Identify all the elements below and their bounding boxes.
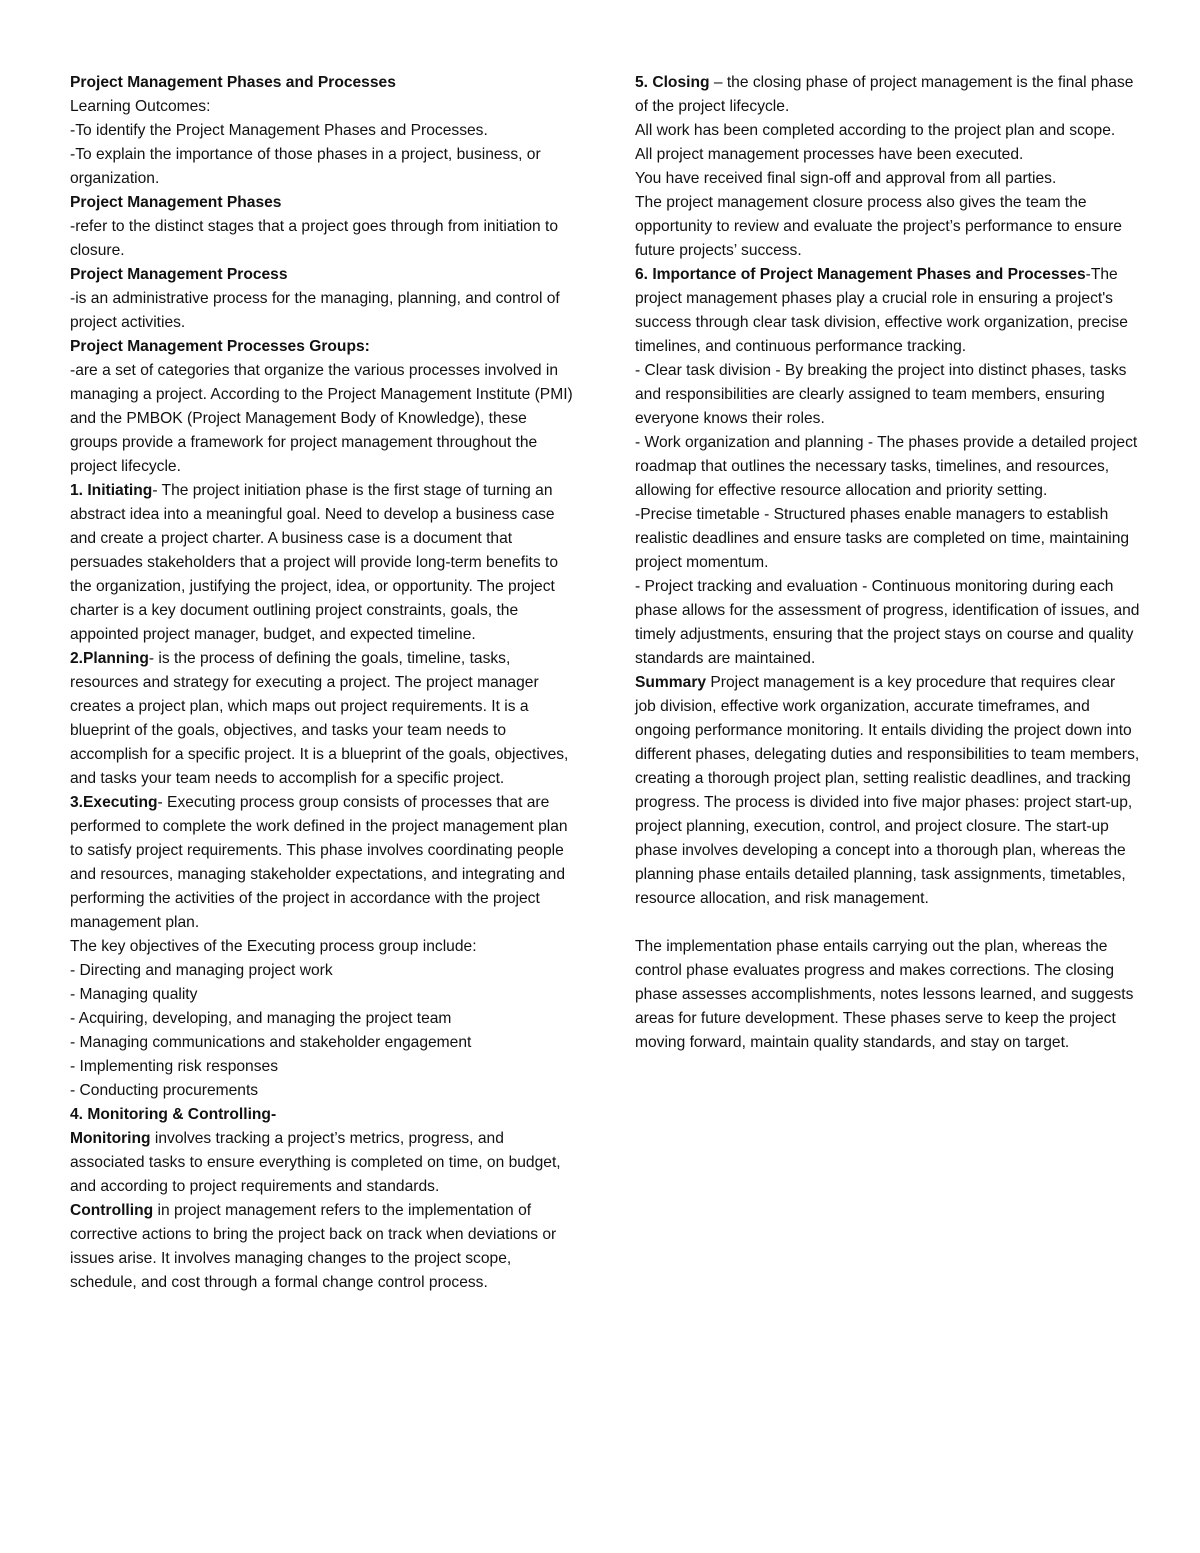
closing-line: You have received final sign-off and approval from all parties. xyxy=(635,170,1057,187)
paragraph-gap xyxy=(635,911,1140,935)
summary-label: Summary xyxy=(635,674,707,691)
planning-text: - is the process of defining the goals, timeline, tasks, resources and strategy for executing a project. The project manager creates a project plan, which maps out project requirements. It is a blueprint of the goals, objectives, and tasks your team needs to accomplish for a specific project. It is a blueprint of the goals, objectives, and tasks your team needs to accomplish for a specific project. xyxy=(70,650,569,787)
monitoring-label: Monitoring xyxy=(70,1130,151,1147)
final-paragraph: The implementation phase entails carrying out the plan, whereas the control phase evaluates progress and makes corrections. The closing phase assesses accomplishments, notes lessons learned, and suggests areas for future development. These phases serve to keep the project moving forward, maintain quality standards, and stay on target. xyxy=(635,938,1134,1051)
process-groups-heading: Project Management Processes Groups: xyxy=(70,338,370,355)
initiating-paragraph xyxy=(70,479,575,647)
executing-text: - Executing process group consists of processes that are performed to complete the work defined in the project management plan to satisfy project requirements. This phase involves coordinating people and resources, managing stakeholder expectations, and integrating and performing the activities of the project in accordance with the project management plan. xyxy=(70,794,568,931)
summary-text: Project management is a key procedure that requires clear job division, effective work organization, accurate timeframes, and ongoing performance monitoring. It entails dividing the project down into different phases, delegating duties and responsibilities to team members, creating a thorough project plan, setting realistic deadlines, and tracking progress. The process is divided into five major phases: project start-up, project planning, execution, control, and project closure. The start-up phase involves developing a concept into a thorough plan, whereas the planning phase entails detailed planning, task assignments, timetables, resource allocation, and risk management. xyxy=(635,674,1140,907)
learning-outcomes-heading: Learning Outcomes: xyxy=(70,98,211,115)
initiating-text: - The project initiation phase is the first stage of turning an abstract idea into a meaningful goal. Need to develop a business case and create a project charter. A business case is a document that persuades stakeholders that a project will provide long-term benefits to the organization, justifying the project, idea, or opportunity. The project charter is a key document outlining project constraints, goals, the appointed project manager, budget, and expected timeline. xyxy=(70,482,558,643)
objective-item: - Implementing risk responses xyxy=(70,1058,278,1075)
planning-paragraph xyxy=(70,647,575,791)
objective-item: - Conducting procurements xyxy=(70,1082,259,1099)
planning-label: 2.Planning xyxy=(70,650,149,667)
initiating-label: 1. Initiating xyxy=(70,482,153,499)
closing-line: All work has been completed according to the project plan and scope. xyxy=(635,122,1116,139)
closing-line: The project management closure process also gives the team the opportunity to review and evaluate the project’s performance to ensure future projects’ success. xyxy=(635,194,1122,259)
right-column xyxy=(635,71,1140,1055)
summary-paragraph xyxy=(635,671,1140,911)
objective-item: - Managing quality xyxy=(70,986,198,1003)
closing-line: All project management processes have been executed. xyxy=(635,146,1024,163)
importance-point: -Precise timetable - Structured phases enable managers to establish realistic deadlines and ensure tasks are completed on time, maintaining project momentum. xyxy=(635,506,1130,571)
closing-label: 5. Closing xyxy=(635,74,710,91)
importance-label: 6. Importance of Project Management Phases and Processes xyxy=(635,266,1086,283)
importance-paragraph xyxy=(635,263,1140,359)
closing-paragraph xyxy=(635,71,1140,119)
executing-paragraph xyxy=(70,791,575,935)
monitoring-text: involves tracking a project’s metrics, progress, and associated tasks to ensure everything is completed on time, on budget, and according to project requirements and standards. xyxy=(70,1130,561,1195)
learning-outcome: -To explain the importance of those phases in a project, business, or organization. xyxy=(70,146,541,187)
objective-item: - Managing communications and stakeholder engagement xyxy=(70,1034,472,1051)
objective-item: - Acquiring, developing, and managing the project team xyxy=(70,1010,452,1027)
left-column xyxy=(70,71,575,1295)
objective-item: - Directing and managing project work xyxy=(70,962,333,979)
phases-heading: Project Management Phases xyxy=(70,194,282,211)
learning-outcome: -To identify the Project Management Phases and Processes. xyxy=(70,122,488,139)
phases-definition: -refer to the distinct stages that a project goes through from initiation to closure. xyxy=(70,218,558,259)
importance-point: - Work organization and planning - The phases provide a detailed project roadmap that outlines the necessary tasks, timelines, and resources, allowing for effective resource allocation and priority setting. xyxy=(635,434,1138,499)
importance-point: - Project tracking and evaluation - Continuous monitoring during each phase allows for the assessment of progress, identification of issues, and timely adjustments, ensuring that the project stays on course and quality standards are maintained. xyxy=(635,578,1140,667)
closing-text: – the closing phase of project management is the final phase of the project lifecycle. xyxy=(635,74,1134,115)
controlling-text: in project management refers to the implementation of corrective actions to bring the project back on track when deviations or issues arise. It involves managing changes to the project scope, schedule, and cost through a formal change control process. xyxy=(70,1202,557,1291)
objectives-intro: The key objectives of the Executing process group include: xyxy=(70,938,477,955)
monitoring-paragraph xyxy=(70,1127,575,1199)
process-groups-definition: -are a set of categories that organize the various processes involved in managing a project. According to the Project Management Institute (PMI) and the PMBOK (Project Management Body of Knowledge), these groups provide a framework for project management throughout the project lifecycle. xyxy=(70,362,573,475)
monitoring-controlling-heading: 4. Monitoring & Controlling- xyxy=(70,1106,277,1123)
process-definition: -is an administrative process for the managing, planning, and control of project activities. xyxy=(70,290,560,331)
controlling-label: Controlling xyxy=(70,1202,154,1219)
process-heading: Project Management Process xyxy=(70,266,288,283)
document-title: Project Management Phases and Processes xyxy=(70,74,396,91)
importance-text: -The project management phases play a crucial role in ensuring a project's success through clear task division, effective work organization, precise timelines, and continuous performance tracking. xyxy=(635,266,1128,355)
executing-label: 3.Executing xyxy=(70,794,158,811)
importance-point: - Clear task division - By breaking the project into distinct phases, tasks and responsibilities are clearly assigned to team members, ensuring everyone knows their roles. xyxy=(635,362,1127,427)
controlling-paragraph xyxy=(70,1199,575,1295)
